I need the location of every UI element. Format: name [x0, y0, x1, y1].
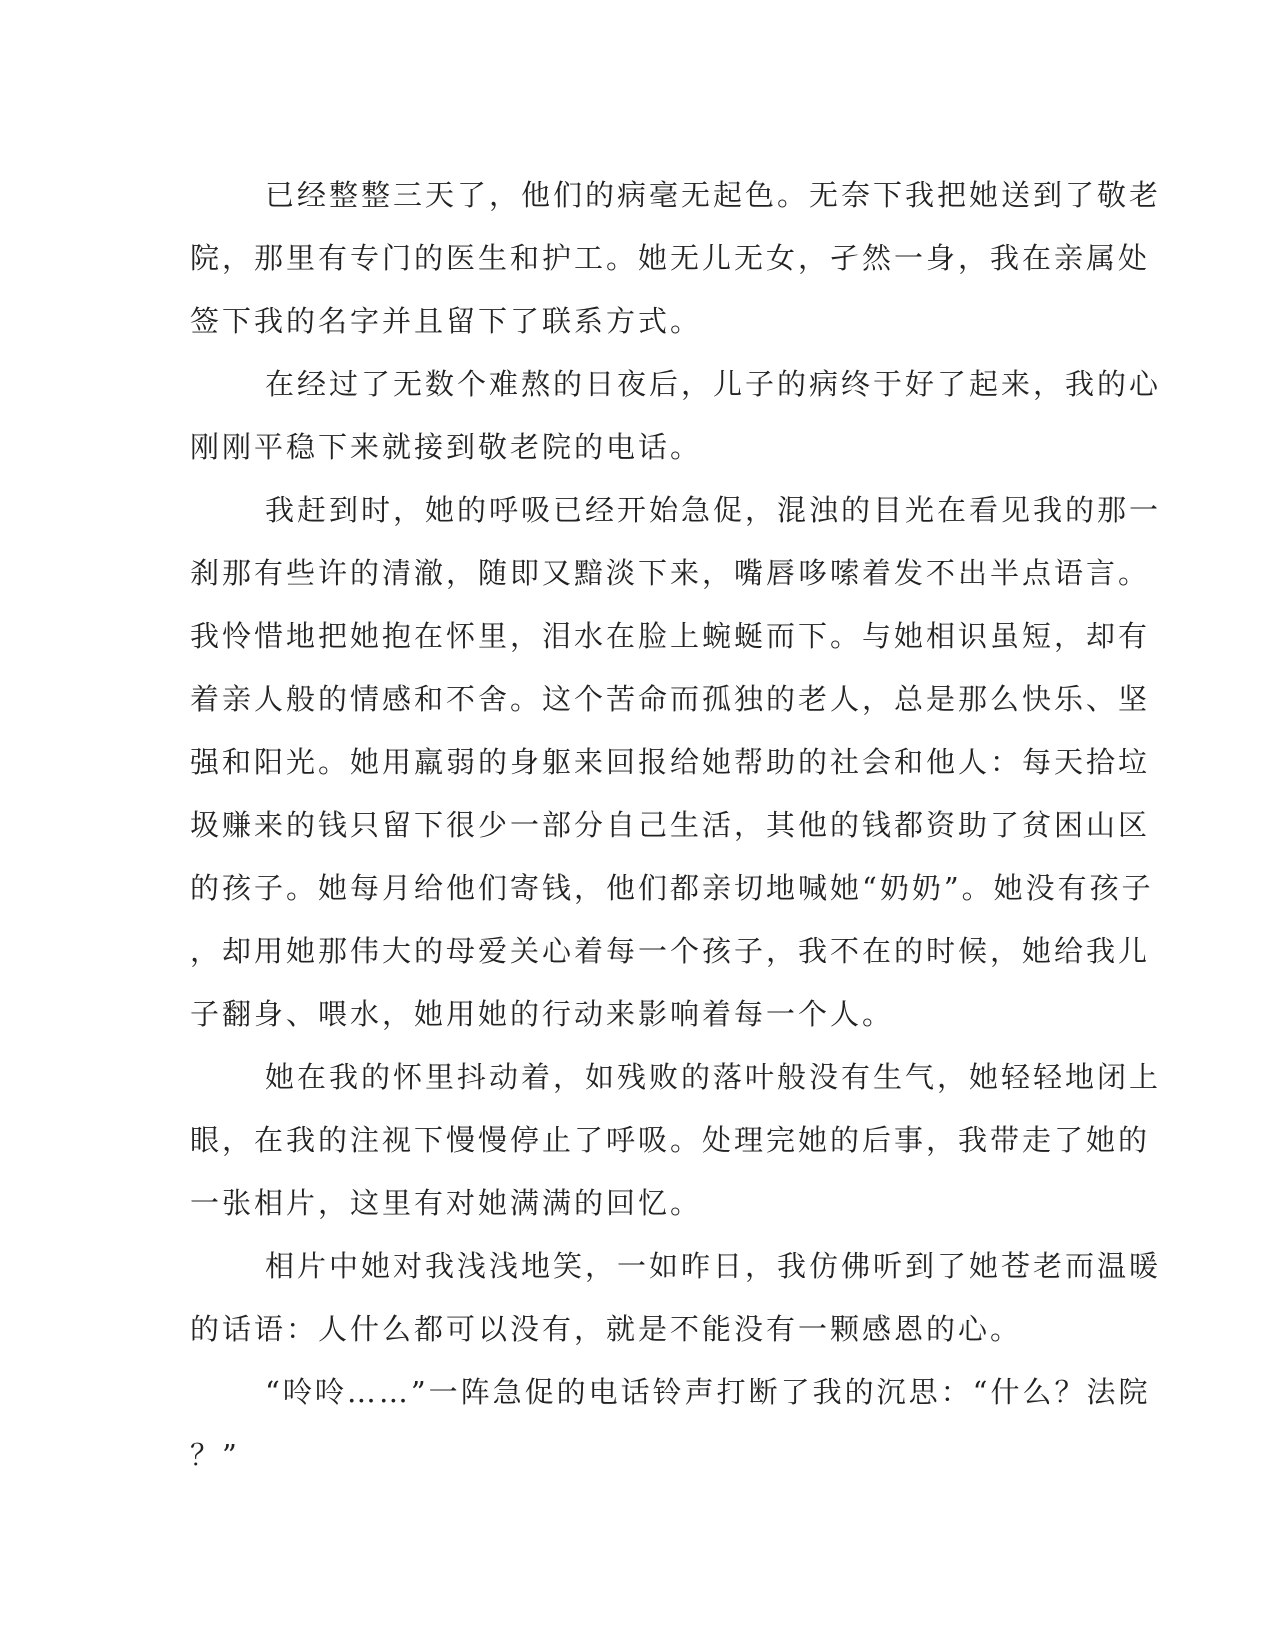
body-text — [190, 164, 1162, 1487]
paragraph-line: 她在我的怀里抖动着，如残败的落叶般没有生气，她轻轻地闭上 — [265, 1060, 1162, 1094]
paragraph-line: 圾赚来的钱只留下很少一部分自己生活，其他的钱都资助了贫困山区 — [190, 808, 1151, 842]
paragraph-line: 强和阳光。她用羸弱的身躯来回报给她帮助的社会和他人：每天拾垃 — [190, 745, 1151, 779]
paragraph-line: 着亲人般的情感和不舍。这个苦命而孤独的老人，总是那么快乐、坚 — [190, 682, 1151, 716]
paragraph-line: 相片中她对我浅浅地笑，一如昨日，我仿佛听到了她苍老而温暖 — [265, 1249, 1162, 1283]
paragraph-line: 我赶到时，她的呼吸已经开始急促，混浊的目光在看见我的那一 — [265, 493, 1162, 527]
paragraph-line: “呤呤……”一阵急促的电话铃声打断了我的沉思：“什么？法院 — [265, 1375, 1151, 1409]
paragraph-line: 的孩子。她每月给他们寄钱，他们都亲切地喊她“奶奶”。她没有孩子 — [190, 871, 1154, 905]
paragraph-line: 刚刚平稳下来就接到敬老院的电话。 — [190, 430, 703, 464]
paragraph-line: 院，那里有专门的医生和护工。她无儿无女，孑然一身，我在亲属处 — [190, 241, 1151, 275]
paragraph-line: 刹那有些许的清澈，随即又黯淡下来，嘴唇哆嗦着发不出半点语言。 — [190, 556, 1151, 590]
paragraph-line: ？” — [190, 1438, 240, 1472]
paragraph-line: 的话语：人什么都可以没有，就是不能没有一颗感恩的心。 — [190, 1312, 1023, 1346]
paragraph-line: 一张相片，这里有对她满满的回忆。 — [190, 1186, 703, 1220]
paragraph-line: 在经过了无数个难熬的日夜后，儿子的病终于好了起来，我的心 — [265, 367, 1162, 401]
paragraph-line: 眼，在我的注视下慢慢停止了呼吸。处理完她的后事，我带走了她的 — [190, 1123, 1151, 1157]
paragraph-line: 签下我的名字并且留下了联系方式。 — [190, 304, 703, 338]
paragraph-line: 已经整整三天了，他们的病毫无起色。无奈下我把她送到了敬老 — [265, 178, 1162, 212]
paragraph-line: ，却用她那伟大的母爱关心着每一个孩子，我不在的时候，她给我儿 — [190, 934, 1151, 968]
paragraph-line: 子翻身、喂水，她用她的行动来影响着每一个人。 — [190, 997, 895, 1031]
paragraph-line: 我怜惜地把她抱在怀里，泪水在脸上蜿蜒而下。与她相识虽短，却有 — [190, 619, 1151, 653]
